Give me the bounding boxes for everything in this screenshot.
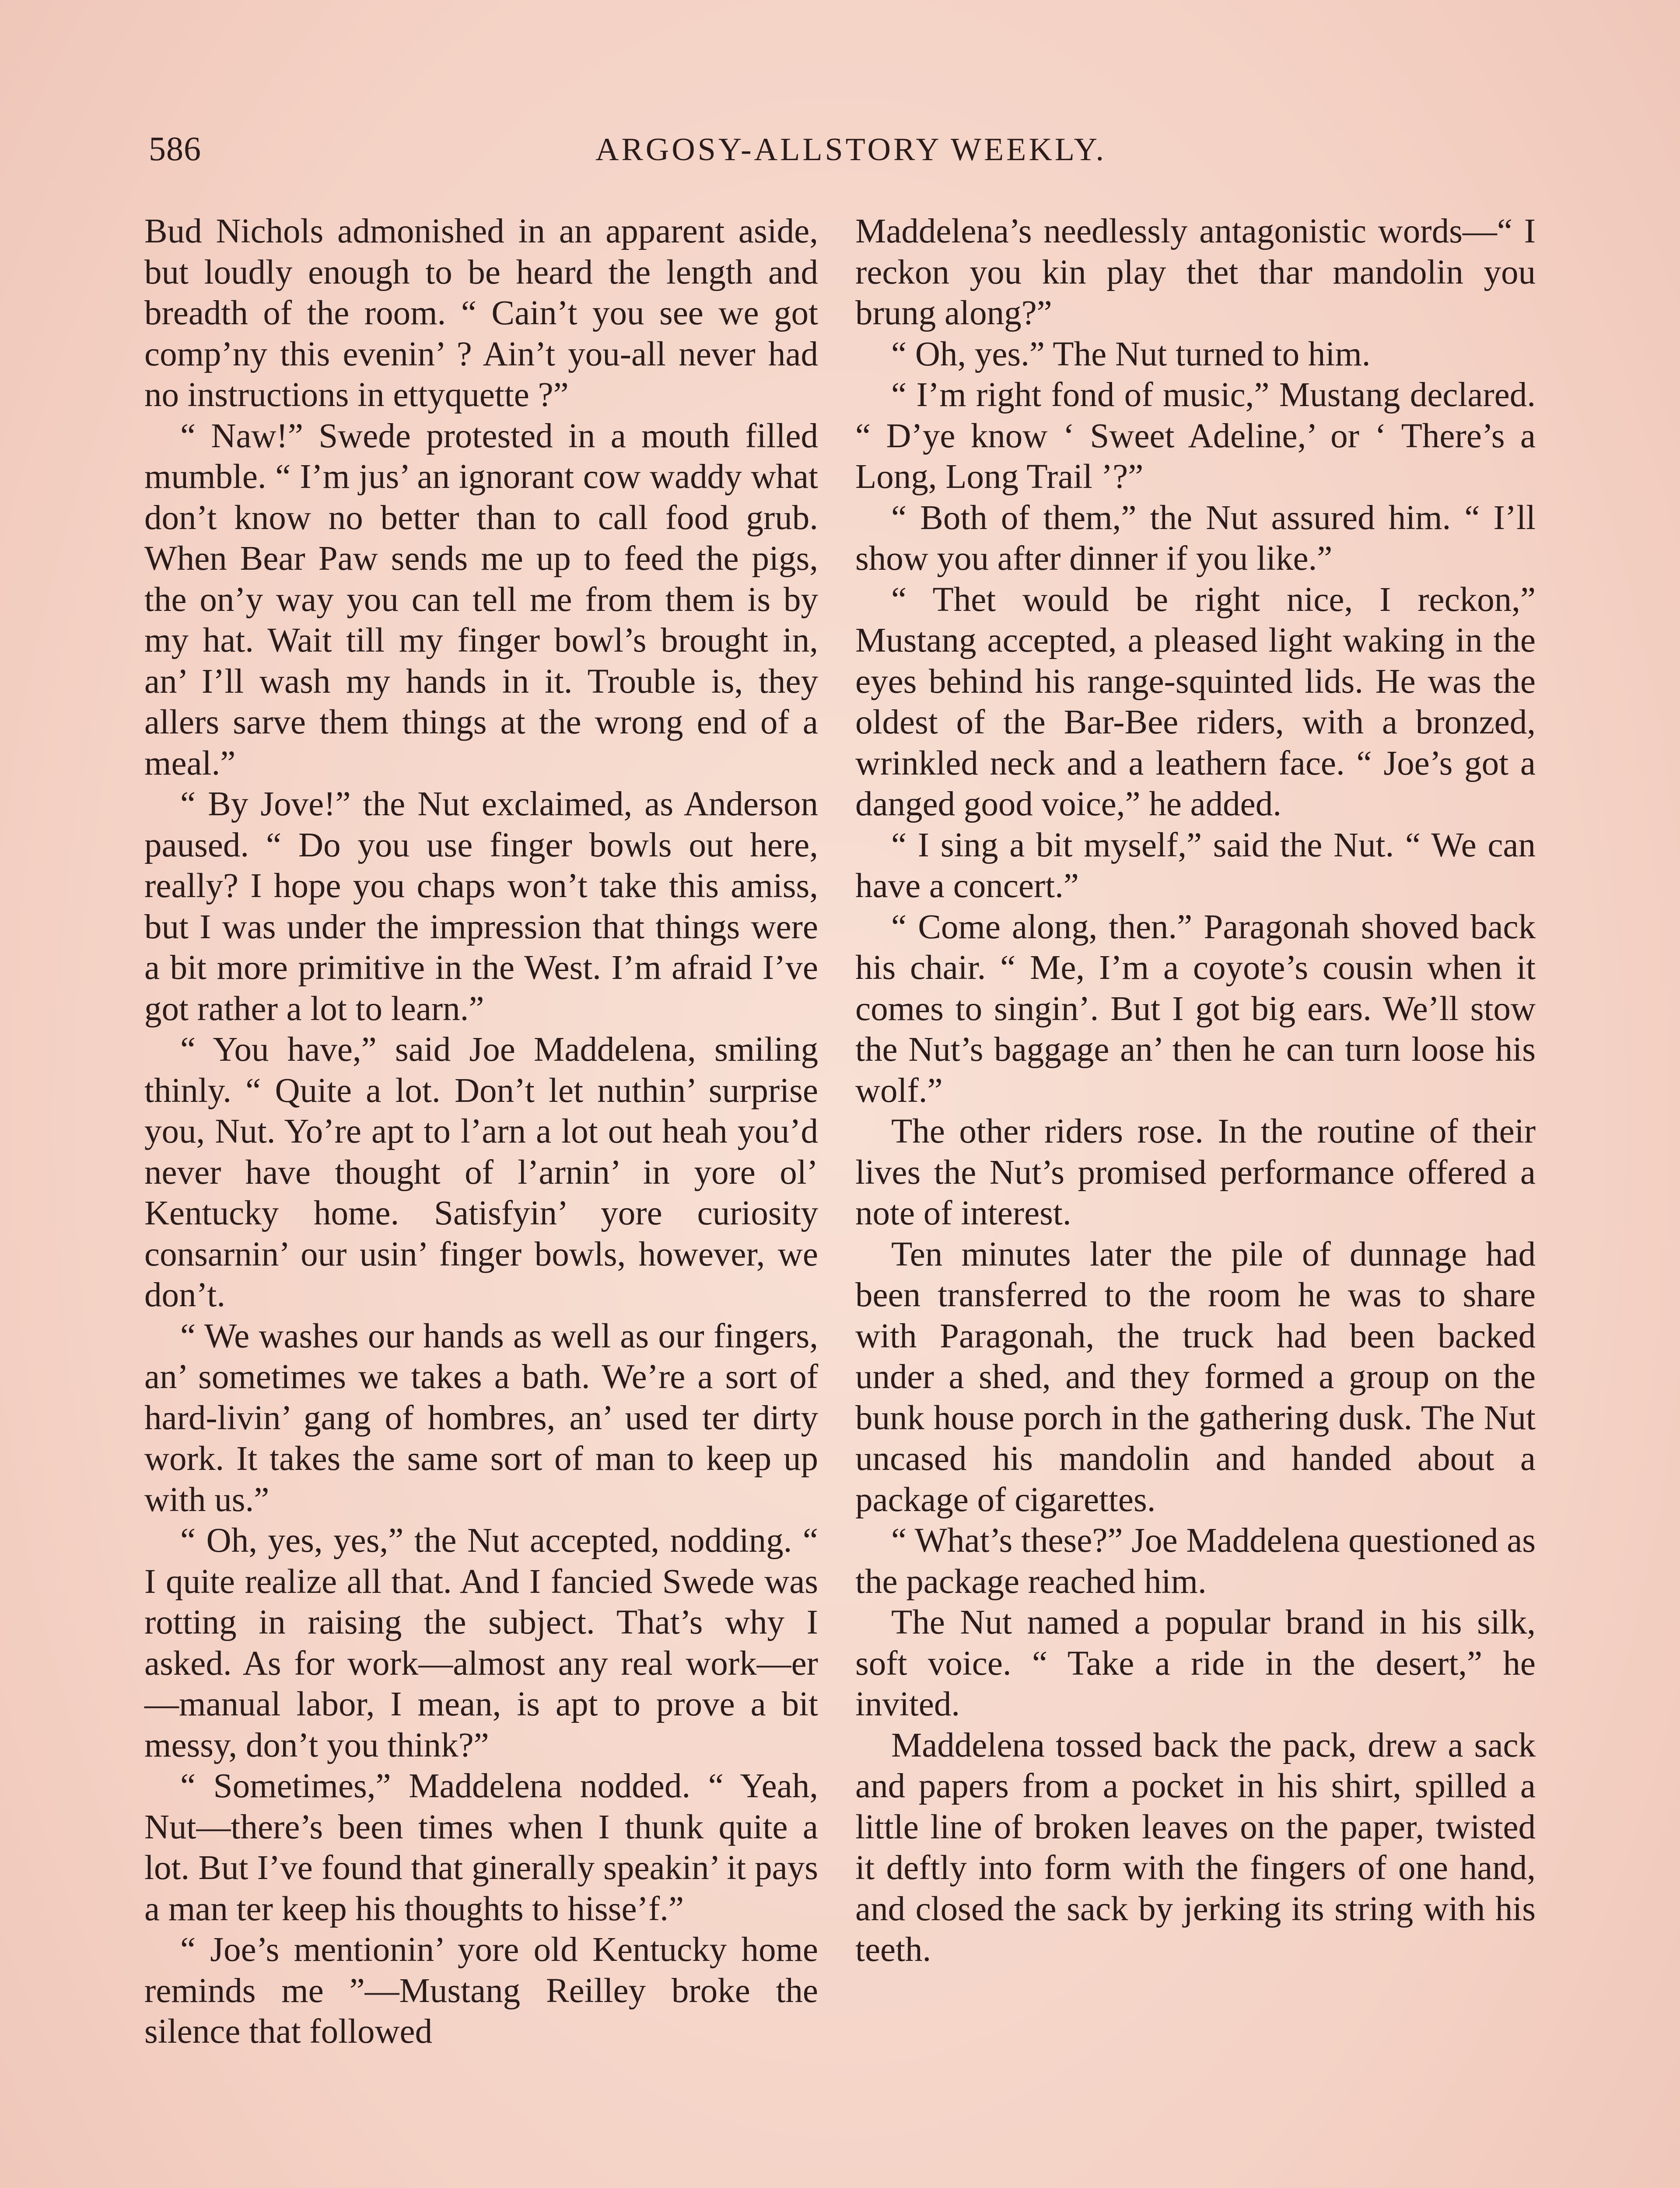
paragraph: “ You have,” said Joe Maddelena, smiling thinly. “ Quite a lot. Don’t let nuthin’ surprise you, Nut. Yo’re apt to l’arn a lot out heah you’d never have thought of l’arnin’ in yore ol’ Kentucky home. Satisfyin’ yore curiosity consarnin’ our usin’ finger bowls, however, we don’t. [144, 1031, 818, 1314]
paragraph: “ Sometimes,” Maddelena nodded. “ Yeah, Nut—there’s been times when I thunk quite a lot. But I’ve found that ginerally speakin’ it pays a man ter keep his thoughts to hisse’f.” [144, 1767, 818, 1928]
paragraph: “ Joe’s mentionin’ yore old Kentucky home reminds me ”—Mustang Reilley broke the silence that followed [144, 1931, 818, 2051]
paragraph: “ Oh, yes, yes,” the Nut accepted, nodding. “ I quite realize all that. And I fancied Swede was rotting in raising the subject. That’s why I asked. As for work—almost any real work—er —manual labor, I mean, is apt to prove a bit messy, don’t you think?” [144, 1522, 818, 1764]
paragraph: “ Come along, then.” Paragonah shoved back his chair. “ Me, I’m a coyote’s cousin when it comes to singin’. But I got big ears. We’ll stow the Nut’s baggage an’ then he can turn loose his wolf.” [855, 908, 1536, 1110]
running-head: ARGOSY-ALLSTORY WEEKLY. [595, 132, 1107, 168]
paragraph: “ I sing a bit myself,” said the Nut. “ We can have a concert.” [855, 826, 1536, 905]
paragraph: Bud Nichols admonished in an apparent aside, but loudly enough to be heard the length and breadth of the room. “ Cain’t you see we got comp’ny this evenin’ ? Ain’t you-all never had no instructions in ettyquette ?” [144, 212, 818, 414]
paragraph: “ What’s these?” Joe Maddelena questioned as the package reached him. [855, 1522, 1536, 1601]
paragraph: The Nut named a popular brand in his silk, soft voice. “ Take a ride in the desert,” he invited. [855, 1603, 1536, 1723]
paragraph: “ By Jove!” the Nut exclaimed, as Anderson paused. “ Do you use finger bowls out here, really? I hope you chaps won’t take this amiss, but I was under the impression that things were a bit more primitive in the West. I’m afraid I’ve got rather a lot to learn.” [144, 785, 818, 1028]
right-column [855, 211, 1536, 1971]
paragraph: Maddelena tossed back the pack, drew a sack and papers from a pocket in his shirt, spilled a little line of broken leaves on the paper, twisted it deftly into form with the fingers of one hand, and closed the sack by jerking its string with his teeth. [855, 1726, 1536, 1969]
paragraph: “ Naw!” Swede protested in a mouth filled mumble. “ I’m jus’ an ignorant cow waddy what don’t know no better than to call food grub. When Bear Paw sends me up to feed the pigs, the on’y way you can tell me from them is by my hat. Wait till my finger bowl’s brought in, an’ I’ll wash my hands in it. Trouble is, they allers sarve them things at the wrong end of a meal.” [144, 417, 818, 782]
paragraph: “ I’m right fond of music,” Mustang declared. “ D’ye know ‘ Sweet Adeline,’ or ‘ There’s a Long, Long Trail ’?” [855, 376, 1536, 496]
page-number: 586 [149, 130, 201, 168]
paragraph: “ We washes our hands as well as our fingers, an’ sometimes we takes a bath. We’re a sort of hard-livin’ gang of hombres, an’ used ter dirty work. It takes the same sort of man to keep up with us.” [144, 1317, 818, 1519]
paragraph: “ Oh, yes.” The Nut turned to him. [891, 335, 1371, 373]
left-column [144, 211, 818, 2052]
paragraph: Maddelena’s needlessly antagonistic words—“ I reckon you kin play thet thar mandolin you brung along?” [855, 212, 1536, 332]
paragraph: Ten minutes later the pile of dunnage had been transferred to the room he was to share with Paragonah, the truck had been backed under a shed, and they formed a group on the bunk house porch in the gathering dusk. The Nut uncased his mandolin and handed about a package of cigarettes. [855, 1235, 1536, 1519]
paragraph: “ Both of them,” the Nut assured him. “ I’ll show you after dinner if you like.” [855, 498, 1536, 578]
paragraph: The other riders rose. In the routine of their lives the Nut’s promised performance offered a note of interest. [855, 1112, 1536, 1232]
paragraph: “ Thet would be right nice, I reckon,” Mustang accepted, a pleased light waking in the eyes behind his range-squinted lids. He was the oldest of the Bar-Bee riders, with a bronzed, wrinkled neck and a leathern face. “ Joe’s got a danged good voice,” he added. [855, 580, 1536, 823]
